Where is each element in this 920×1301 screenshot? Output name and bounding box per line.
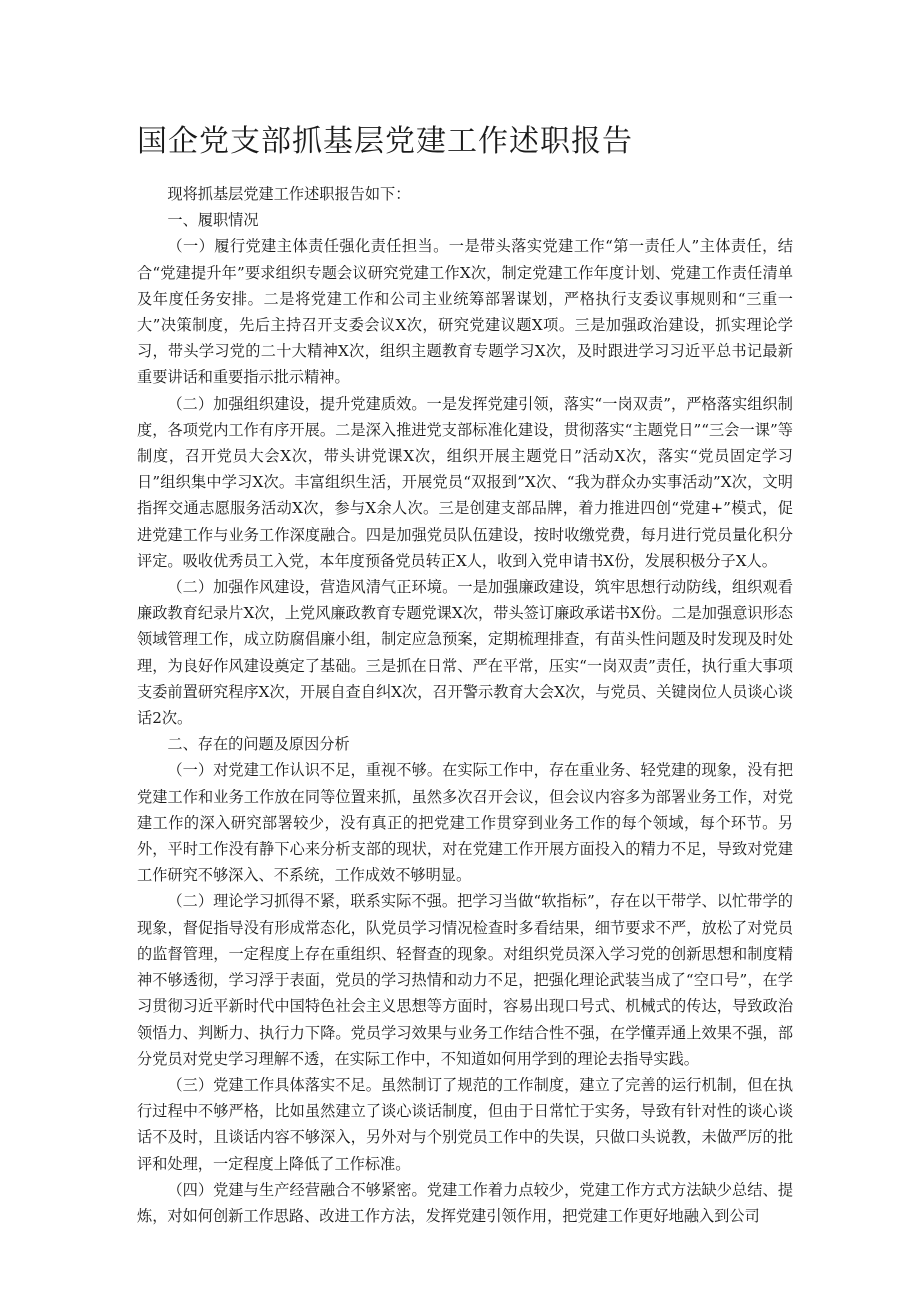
document-title: 国企党支部抓基层党建工作述职报告 [137, 124, 633, 159]
intro-paragraph: 现将抓基层党建工作述职报告如下： [167, 185, 411, 203]
paragraph-work-style: （二）加强作风建设，营造风清气正环境。一是加强廉政建设，筑牢思想行动防线，组织观看廉政教育纪录片X次，上党风廉政教育专题党课X次，带头签订廉政承诺书X份。二是加强意识形态领域管理工作，成立防腐倡廉小组，制定应急预案，定期梳理排查，有苗头性问题及时发现及时处理，为良好作风建设奠定了基础。三是抓在日常、严在平常，压实“一岗双责”责任，执行重大事项支委前置研究程序X次，开展自查自纠X次，召开警示教育大会X次，与党员、关键岗位人员谈心谈话2次。 [137, 578, 793, 728]
paragraph-problem-3: （三）党建工作具体落实不足。虽然制订了规范的工作制度，建立了完善的运行机制，但在执行过程中不够严格，比如虽然建立了谈心谈话制度，但由于日常忙于实务，导致有针对性的谈心谈话不及时，且谈话内容不够深入，另外对与个别党员工作中的失误，只做口头说教，未做严厉的批评和处理，一定程度上降低了工作标准。 [137, 1075, 793, 1173]
document-body [137, 181, 793, 1229]
paragraph-problem-4: （四）党建与生产经营融合不够紧密。党建工作着力点较少，党建工作方式方法缺少总结、提炼，对如何创新工作思路、改进工作方法，发挥党建引领作用，把党建工作更好地融入到公司 [137, 1180, 793, 1225]
section-heading-performance: 一、履职情况 [167, 211, 259, 230]
paragraph-problem-1: （一）对党建工作认识不足，重视不够。在实际工作中，存在重业务、轻党建的现象，没有把党建工作和业务工作放在同等位置来抓，虽然多次召开会议，但会议内容多为部署业务工作，对党建工作的深入研究部署较少，没有真正的把党建工作贯穿到业务工作的每个领域，每个环节。另外，平时工作没有静下心来分析支部的现状，对在党建工作开展方面投入的精力不足，导致对党建工作研究不够深入、不系统，工作成效不够明显。 [137, 761, 793, 885]
section-heading-problems: 二、存在的问题及原因分析 [167, 735, 350, 754]
paragraph-organization: （二）加强组织建设，提升党建质效。一是发挥党建引领，落实“一岗双责”，严格落实组织制度，各项党内工作有序开展。二是深入推进党支部标准化建设，贯彻落实“主题党日”“三会一课”等制度，召开党员大会X次，带头讲党课X次，组织开展主题党日”活动X次，落实“党员固定学习日”组织集中学习X次。丰富组织生活，开展党员“双报到”X次、“我为群众办实事活动”X次，文明指挥交通志愿服务活动X次，参与X余人次。三是创建支部品牌，着力推进四创“党建+”模式，促进党建工作与业务工作深度融合。四是加强党员队伍建设，按时收缴党费，每月进行党员量化积分评定。吸收优秀员工入党，本年度预备党员转正X人，收到入党申请书X份，发展积极分子X人。 [137, 394, 793, 570]
paragraph-problem-2: （二）理论学习抓得不紧，联系实际不强。把学习当做“软指标”，存在以干带学、以忙带学的现象，督促指导没有形成常态化，队党员学习情况检查时多看结果，细节要求不严，放松了对党员的监督管理，一定程度上存在重组织、轻督查的现象。对组织党员深入学习党的创新思想和制度精神不够透彻，学习浮于表面，党员的学习热情和动力不足，把强化理论武装当成了“空口号”，在学习贯彻习近平新时代中国特色社会主义思想等方面时，容易出现口号式、机械式的传达，导致政治领悟力、判断力、执行力下降。党员学习效果与业务工作结合性不强，在学懂弄通上效果不强，部分党员对党史学习理解不透，在实际工作中，不知道如何用学到的理论去指导实践。 [137, 892, 793, 1068]
paragraph-responsibility: （一）履行党建主体责任强化责任担当。一是带头落实党建工作“第一责任人”主体责任，结合“党建提升年”要求组织专题会议研究党建工作X次，制定党建工作年度计划、党建工作责任清单及年度任务安排。二是将党建工作和公司主业统筹部署谋划，严格执行支委议事规则和“三重一大”决策制度，先后主持召开支委会议X次，研究党建议题X项。三是加强政治建设，抓实理论学习，带头学习党的二十大精神X次，组织主题教育专题学习X次，及时跟进学习习近平总书记最新重要讲话和重要指示批示精神。 [137, 237, 793, 387]
